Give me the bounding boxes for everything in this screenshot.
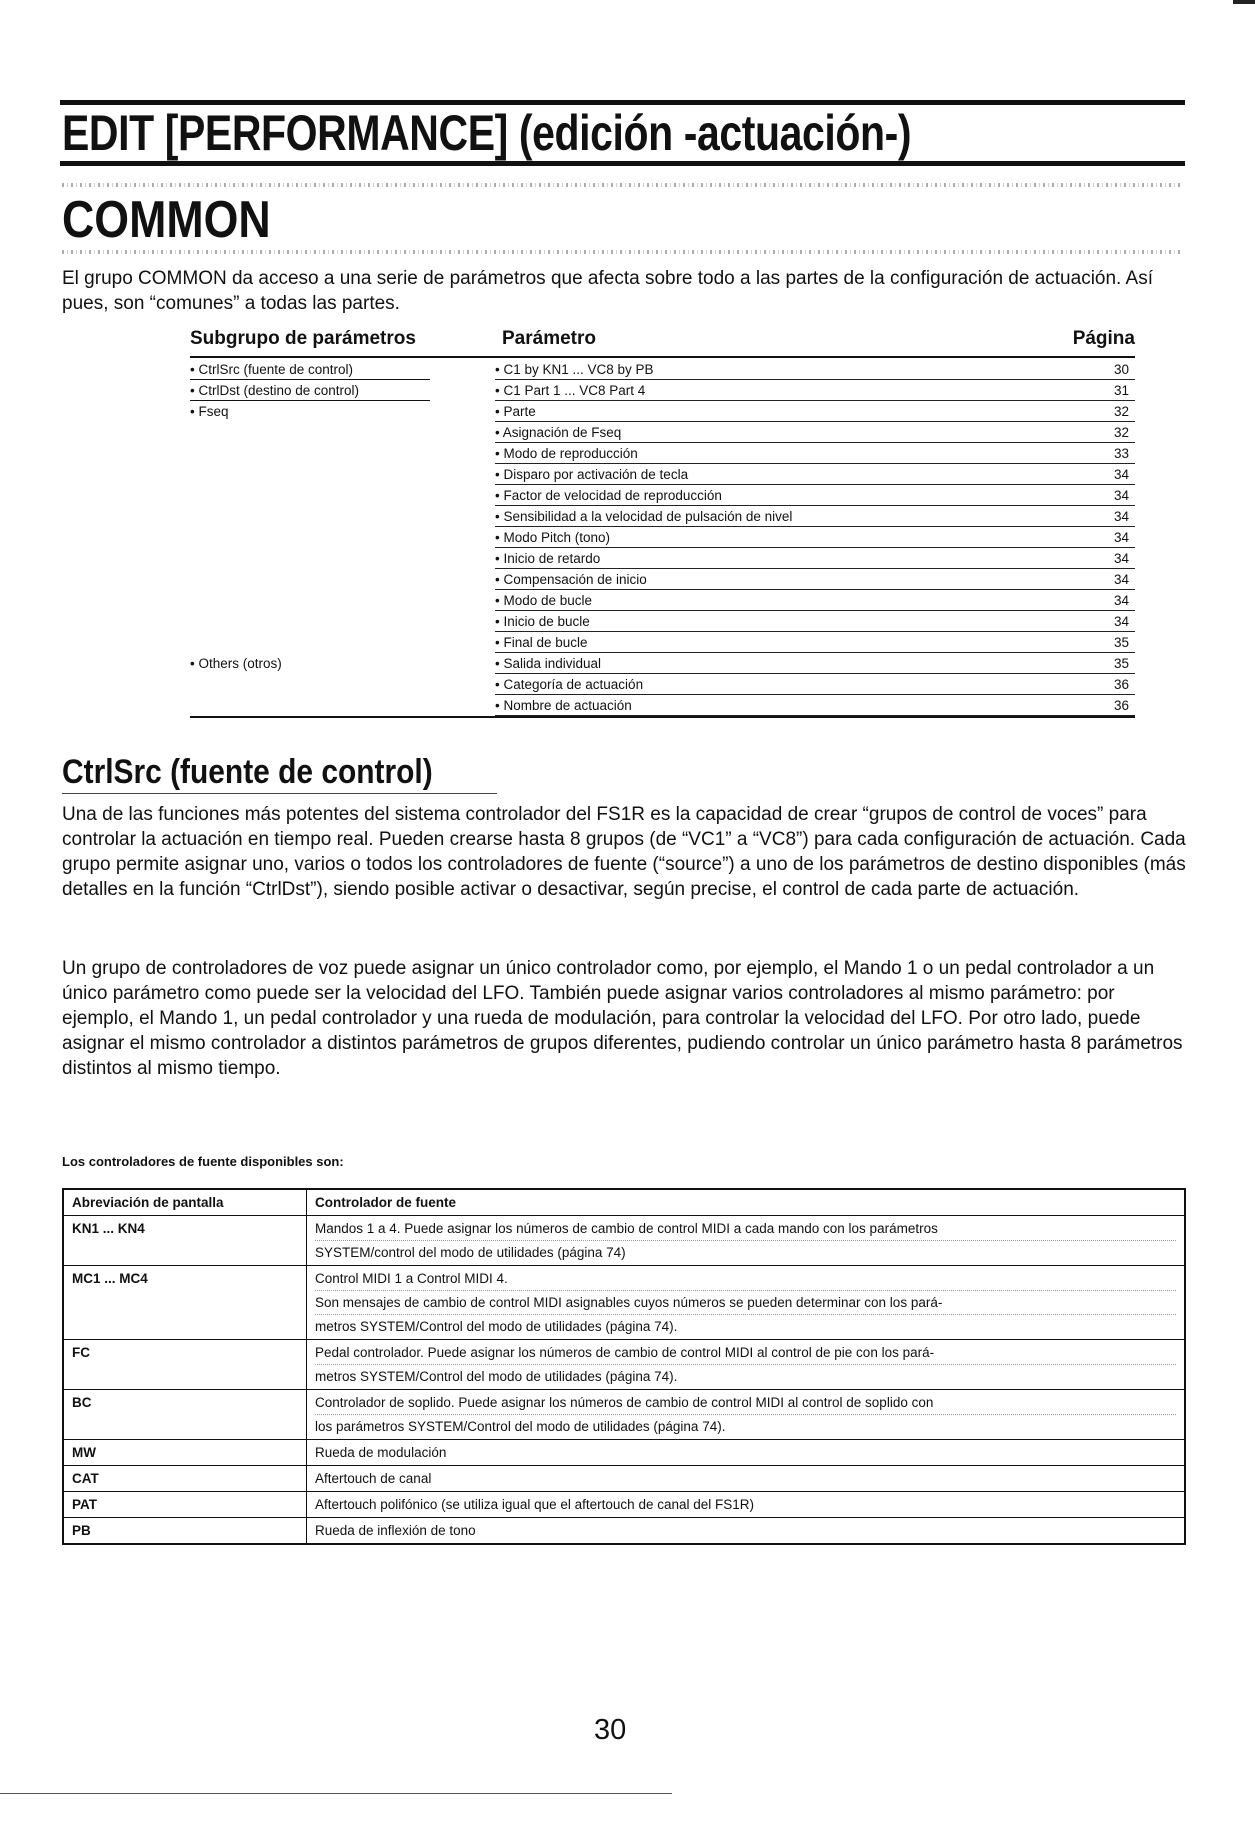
source-description-line: metros SYSTEM/Control del modo de utilidades (página 74).: [315, 1369, 678, 1384]
print-noise-bottom: [62, 250, 1182, 254]
source-abbr: MC1 ... MC4: [63, 1266, 307, 1340]
index-subgroup: [190, 611, 430, 632]
source-description-line: los parámetros SYSTEM/Control del modo de utilidades (página 74).: [315, 1419, 726, 1434]
index-subgroup: [190, 527, 430, 548]
index-parameter-cell: [495, 548, 1135, 569]
index-row: [190, 464, 1135, 485]
index-subgroup: [190, 674, 430, 695]
sources-table: [62, 1188, 1186, 1545]
index-parameter-cell: [495, 380, 1135, 401]
index-parameter-cell: [495, 674, 1135, 695]
index-parameter-cell: [495, 485, 1135, 506]
index-page: 36: [1113, 677, 1129, 692]
source-description: [307, 1440, 1186, 1466]
index-bottom-rule: [190, 716, 1135, 718]
parameter-index-table: [190, 328, 1135, 713]
source-abbr: FC: [63, 1340, 307, 1390]
header-abbr: Abreviación de pantalla: [63, 1189, 307, 1216]
index-page: 34: [1113, 614, 1129, 629]
title-bottom-rule: [60, 161, 1185, 166]
index-page: 34: [1113, 509, 1129, 524]
source-description-line: Rueda de modulación: [315, 1445, 447, 1460]
sources-header-row: [63, 1189, 1185, 1216]
index-subgroup: • CtrlDst (destino de control): [190, 380, 430, 401]
index-parameter-cell: [495, 632, 1135, 653]
source-description-line: Son mensajes de cambio de control MIDI asignables cuyos números se pueden determinar con los pará-: [315, 1291, 1176, 1315]
index-row: [190, 401, 1135, 422]
print-noise-top: [62, 183, 1182, 187]
source-description-line: Aftertouch de canal: [315, 1471, 432, 1486]
source-description-line: Rueda de inflexión de tono: [315, 1523, 476, 1538]
index-row: [190, 590, 1135, 611]
corner-mark: [1233, 0, 1255, 4]
index-parameter: • Asignación de Fseq: [495, 425, 622, 440]
index-subgroup: • Fseq: [190, 404, 229, 419]
index-page: 34: [1113, 551, 1129, 566]
index-parameter: • Modo Pitch (tono): [495, 530, 611, 545]
index-row: [190, 359, 1135, 380]
index-subgroup: • CtrlSrc (fuente de control): [190, 359, 430, 380]
index-parameter: • C1 Part 1 ... VC8 Part 4: [495, 383, 646, 398]
index-header: [190, 328, 1135, 356]
index-subgroup: [190, 464, 430, 485]
index-page: 34: [1113, 467, 1129, 482]
index-parameter-cell: [495, 527, 1135, 548]
index-row: [190, 443, 1135, 464]
index-subgroup: [190, 485, 430, 506]
header-controller: Controlador de fuente: [307, 1189, 1186, 1216]
index-row: [190, 422, 1135, 443]
source-row: [63, 1492, 1185, 1518]
index-page: 34: [1113, 593, 1129, 608]
index-parameter: • Nombre de actuación: [495, 698, 632, 713]
footer-rule: [0, 1793, 672, 1794]
index-parameter: • Categoría de actuación: [495, 677, 644, 692]
index-subgroup: • Others (otros): [190, 656, 282, 671]
index-page: 33: [1113, 446, 1129, 461]
source-description: [307, 1518, 1186, 1545]
source-row: [63, 1266, 1185, 1340]
source-description: [307, 1390, 1186, 1440]
index-page: 35: [1113, 656, 1129, 671]
index-page: 32: [1113, 425, 1129, 440]
index-page: 34: [1113, 572, 1129, 587]
source-description: [307, 1492, 1186, 1518]
index-parameter: • Modo de reproducción: [495, 446, 638, 461]
index-parameter: • Modo de bucle: [495, 593, 593, 608]
header-parameter: Parámetro: [502, 328, 596, 349]
ctrlsrc-paragraph-2: Un grupo de controladores de voz puede asignar un único controlador como, por ejemplo, el Mando 1 o un pedal controlador a un único parámetro como puede ser la velocidad del LFO. También puede asignar varios controladores al mismo parámetro: por ejemplo, el Mando 1, un pedal controlador y una rueda de modulación, para controlar la velocidad del LFO. Por otro lado, puede asignar el mismo controlador a distintos parámetros de grupos diferentes, pudiendo controlar un único parámetro hasta 8 parámetros distintos al mismo tiempo.: [62, 958, 1183, 1079]
index-subgroup: [190, 590, 430, 611]
page-title: EDIT [PERFORMANCE] (edición -actuación-): [62, 105, 912, 161]
source-description-line: SYSTEM/control del modo de utilidades (página 74): [315, 1245, 626, 1260]
source-description: [307, 1266, 1186, 1340]
index-row: [190, 695, 1135, 716]
index-subgroup: [190, 422, 430, 443]
index-row: [190, 611, 1135, 632]
index-row: [190, 653, 1135, 674]
source-row: [63, 1466, 1185, 1492]
index-subgroup: [190, 569, 430, 590]
index-row: [190, 632, 1135, 653]
source-description: [307, 1466, 1186, 1492]
index-row: [190, 569, 1135, 590]
index-rows: [190, 359, 1135, 716]
source-row: [63, 1440, 1185, 1466]
source-abbr: PAT: [63, 1492, 307, 1518]
header-subgroup: Subgrupo de parámetros: [190, 328, 416, 349]
index-page: 36: [1113, 698, 1129, 713]
index-parameter: • Sensibilidad a la velocidad de pulsación de nivel: [495, 509, 793, 524]
index-subgroup: [190, 548, 430, 569]
ctrlsrc-heading: CtrlSrc (fuente de control): [62, 753, 433, 791]
source-description-line: metros SYSTEM/Control del modo de utilidades (página 74).: [315, 1319, 678, 1334]
index-page: 34: [1113, 488, 1129, 503]
ctrlsrc-paragraph-1: Una de las funciones más potentes del sistema controlador del FS1R es la capacidad de crear “grupos de control de voces” para controlar la actuación en tiempo real. Pueden crearse hasta 8 grupos (de “VC1” a “VC8”) para cada configuración de actuación. Cada grupo permite asignar uno, varios o todos los controladores de fuente (“source”) a uno de los parámetros de destino disponibles (más detalles en la función “CtrlDst”), siendo posible activar o desactivar, según precise, el control de cada parte de actuación.: [62, 804, 1186, 900]
index-parameter-cell: [495, 695, 1135, 716]
source-description-line: Controlador de soplido. Puede asignar los números de cambio de control MIDI al control de soplido con: [315, 1391, 1176, 1415]
source-abbr: PB: [63, 1518, 307, 1545]
source-description-line: Control MIDI 1 a Control MIDI 4.: [315, 1267, 1176, 1291]
index-parameter: • C1 by KN1 ... VC8 by PB: [495, 362, 654, 377]
index-parameter: • Inicio de retardo: [495, 551, 601, 566]
index-parameter-cell: [495, 611, 1135, 632]
section-title-common: COMMON: [62, 191, 271, 249]
index-page: 35: [1113, 635, 1129, 650]
index-header-rule: [190, 356, 1135, 358]
index-row: [190, 506, 1135, 527]
index-page: 32: [1113, 404, 1129, 419]
index-parameter-cell: [495, 569, 1135, 590]
source-abbr: MW: [63, 1440, 307, 1466]
index-row: [190, 527, 1135, 548]
index-parameter: • Disparo por activación de tecla: [495, 467, 689, 482]
index-subgroup: [190, 506, 430, 527]
source-abbr: BC: [63, 1390, 307, 1440]
index-parameter-cell: [495, 422, 1135, 443]
intro-paragraph: El grupo COMMON da acceso a una serie de parámetros que afecta sobre todo a las partes de la configuración de actuación. Así pues, son “comunes” a todas las partes.: [62, 268, 1154, 314]
source-description: [307, 1340, 1186, 1390]
index-page: 31: [1113, 383, 1129, 398]
sources-caption: Los controladores de fuente disponibles son:: [62, 1154, 344, 1169]
index-parameter: • Parte: [495, 404, 536, 419]
source-abbr: KN1 ... KN4: [63, 1216, 307, 1266]
index-page: 30: [1113, 362, 1129, 377]
index-parameter: • Salida individual: [495, 656, 602, 671]
index-parameter-cell: [495, 590, 1135, 611]
index-parameter-cell: [495, 506, 1135, 527]
index-parameter: • Final de bucle: [495, 635, 588, 650]
source-row: [63, 1390, 1185, 1440]
index-parameter: • Inicio de bucle: [495, 614, 590, 629]
index-subgroup: [190, 695, 430, 716]
index-parameter-cell: [495, 443, 1135, 464]
index-parameter-cell: [495, 653, 1135, 674]
ctrlsrc-heading-underline: [62, 793, 497, 794]
index-subgroup: [190, 443, 430, 464]
header-page: Página: [1072, 328, 1135, 349]
source-description-line: Pedal controlador. Puede asignar los números de cambio de control MIDI al control de pie con los pará-: [315, 1341, 1176, 1365]
index-row: [190, 380, 1135, 401]
index-parameter: • Factor de velocidad de reproducción: [495, 488, 722, 503]
source-row: [63, 1216, 1185, 1266]
source-description-line: Aftertouch polifónico (se utiliza igual que el aftertouch de canal del FS1R): [315, 1497, 755, 1512]
page-number: 30: [594, 1714, 627, 1746]
index-row: [190, 548, 1135, 569]
index-parameter-cell: [495, 401, 1135, 422]
index-parameter-cell: [495, 359, 1135, 380]
index-parameter: • Compensación de inicio: [495, 572, 647, 587]
source-description: [307, 1216, 1186, 1266]
source-row: [63, 1518, 1185, 1545]
source-description-line: Mandos 1 a 4. Puede asignar los números de cambio de control MIDI a cada mando con los parámetros: [315, 1217, 1176, 1241]
index-row: [190, 485, 1135, 506]
index-parameter-cell: [495, 464, 1135, 485]
source-abbr: CAT: [63, 1466, 307, 1492]
source-row: [63, 1340, 1185, 1390]
index-page: 34: [1113, 530, 1129, 545]
index-row: [190, 674, 1135, 695]
sources-rows: [63, 1216, 1185, 1545]
index-subgroup: [190, 632, 430, 653]
